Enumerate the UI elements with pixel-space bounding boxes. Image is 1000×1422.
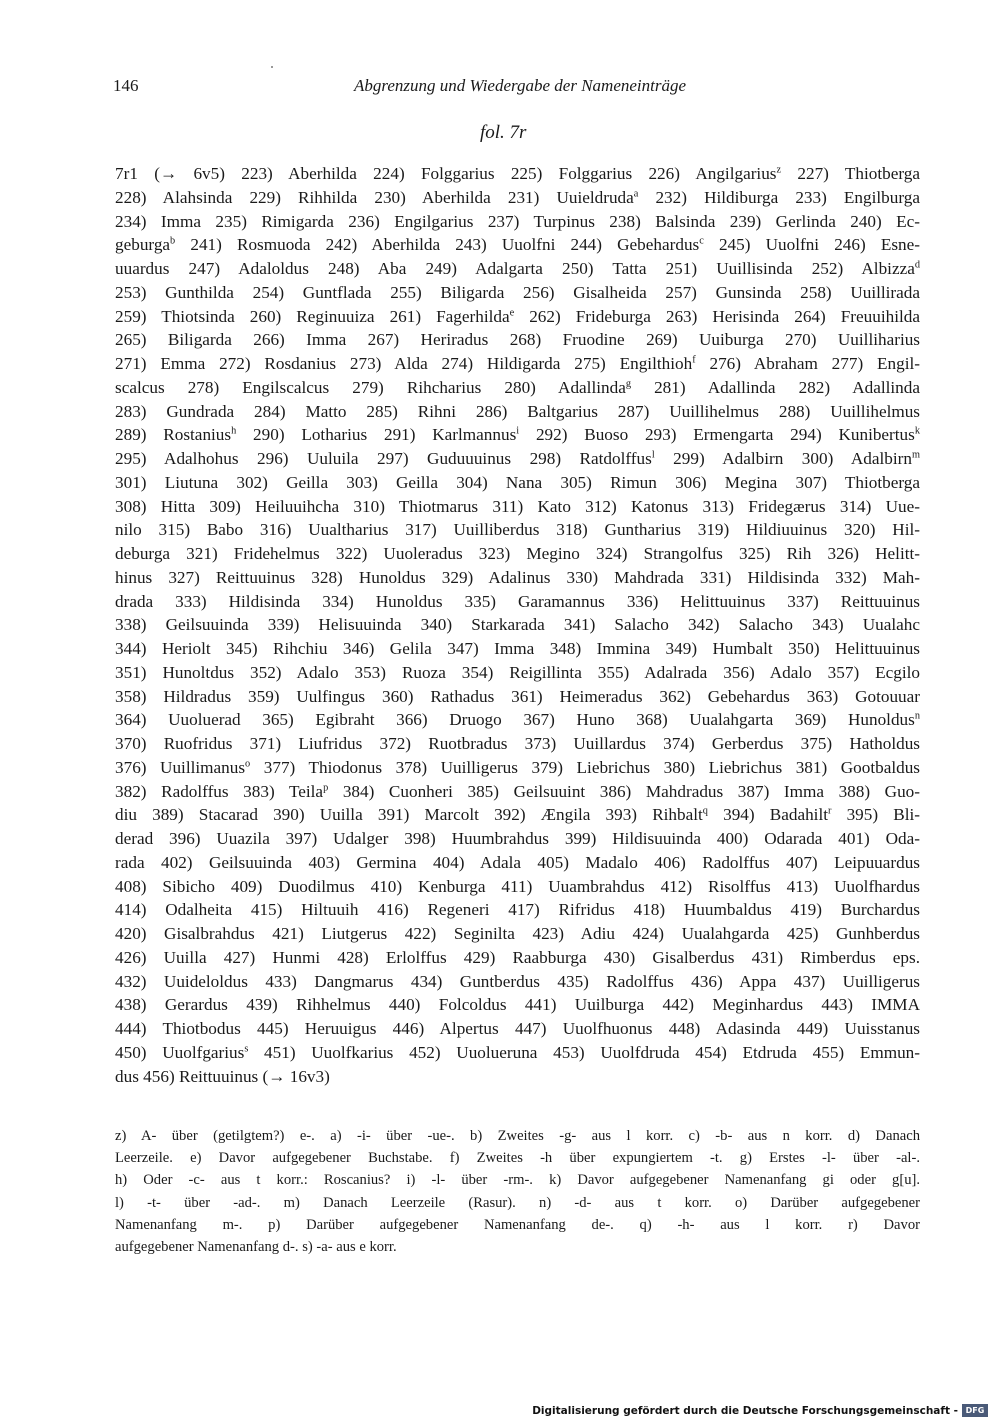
entry-line: 351) Hunoltdus 352) Adalo 353) Ruoza 354) Reigillinta 355) Adalrada 356) Adalo 357) Ecgilo bbox=[115, 662, 920, 682]
entry-line: 364) Uuoluerad 365) Egibraht 366) Druogo 367) Huno 368) Uualahgarta 369) Hunoldus$^n$ bbox=[115, 710, 920, 730]
footnote-line: Namenanfang m-. p) Darüber aufgegebener Namenanfang de-. q) -h- aus l korr. r) Davor bbox=[115, 1216, 920, 1233]
entry-line: drada 333) Hildisinda 334) Hunoldus 335) Garamannus 336) Helittuuinus 337) Reittuuinus bbox=[115, 591, 920, 611]
running-head: Abgrenzung und Wiedergabe der Nameneinträge bbox=[353, 76, 687, 95]
entry-line: 234) Imma 235) Rimigarda 236) Engilgarius 237) Turpinus 238) Balsinda 239) Gerlinda 240) Ec- bbox=[115, 211, 920, 231]
entry-line: 414) Odalheita 415) Hiltuuih 416) Regeneri 417) Rifridus 418) Huumbaldus 419) Burchardus bbox=[115, 900, 920, 920]
footnotes bbox=[115, 1125, 920, 1258]
entry-line: scalcus 278) Engilscalcus 279) Rihcharius 280) Adallinda$^g$ 281) Adallinda 282) Adallinda bbox=[115, 377, 920, 397]
entry-line: hinus 327) Reittuuinus 328) Hunoldus 329) Adalinus 330) Mahdrada 331) Hildisinda 332) Mah- bbox=[115, 567, 920, 587]
entry-line: 295) Adalhohus 296) Uuluila 297) Guduuuinus 298) Ratdolffus$^l$ 299) Adalbirn 300) Adalbirn$^m$ bbox=[115, 449, 920, 468]
entry-line: 301) Liutuna 302) Geilla 303) Geilla 304) Nana 305) Rimun 306) Megina 307) Thiotberga bbox=[115, 472, 920, 492]
entry-line: 444) Thiotbodus 445) Heruuigus 446) Alpertus 447) Uuolfhuonus 448) Adasinda 449) Uuisstanus bbox=[115, 1019, 920, 1038]
entry-line: 289) Rostanius$^h$ 290) Lotharius 291) Karlmannus$^i$ 292) Buoso 293) Ermengarta 294) Kunibertus$^k$ bbox=[115, 425, 920, 445]
dfg-logo: DFG bbox=[962, 1404, 988, 1417]
entry-line: 265) Biligarda 266) Imma 267) Heriradus 268) Fruodine 269) Uuiburga 270) Uuilliharius bbox=[115, 330, 920, 350]
footnote-line: Leerzeile. e) Davor aufgegebener Buchstabe. f) Zweites -h über expungiertem -t. g) Erstes -l- über -al-. bbox=[115, 1150, 920, 1167]
folio-heading: fol. 7r bbox=[480, 122, 527, 143]
entry-line: 338) Geilsuuinda 339) Helisuuinda 340) Starkarada 341) Salacho 342) Salacho 343) Uualahc bbox=[115, 615, 920, 635]
entry-line: 370) Ruofridus 371) Liufridus 372) Ruotbradus 373) Uuillardus 374) Gerberdus 375) Hatholdus bbox=[115, 734, 920, 753]
entry-line: 432) Uuideloldus 433) Dangmarus 434) Guntberdus 435) Radolffus 436) Appa 437) Uuilligerus bbox=[115, 971, 920, 991]
entry-line: 228) Alahsinda 229) Rihhilda 230) Aberhilda 231) Uuieldruda$^a$ 232) Hildiburga 233) Engilburga bbox=[115, 187, 920, 207]
entry-line: nilo 315) Babo 316) Uualtharius 317) Uuilliberdus 318) Guntharius 319) Hildiuuinus 320) Hil- bbox=[115, 520, 920, 540]
entry-line: 308) Hitta 309) Heiluuihcha 310) Thiotmarus 311) Kato 312) Katonus 313) Fridegærus 314) Uue- bbox=[115, 496, 920, 516]
footnote-line: aufgegebener Namenanfang d-. s) -a- aus e korr. bbox=[115, 1239, 397, 1256]
entry-line: 408) Sibicho 409) Duodilmus 410) Kenburga 411) Uuambrahdus 412) Risolffus 413) Uuolfhardus bbox=[115, 876, 920, 896]
name-entries bbox=[115, 162, 920, 1088]
entry-line: rada 402) Geilsuuinda 403) Germina 404) Adala 405) Madalo 406) Radolffus 407) Leipuuardus bbox=[115, 852, 920, 872]
entry-line: 259) Thiotsinda 260) Reginuuiza 261) Fagerhilda$^e$ 262) Frideburga 263) Herisinda 264) Freuuihilda bbox=[115, 306, 920, 326]
entry-line: geburga$^b$ 241) Rosmuoda 242) Aberhilda 243) Uuolfni 244) Gebehardus$^c$ 245) Uuolfni 246) Esne- bbox=[115, 235, 920, 255]
entry-line: uuardus 247) Adaloldus 248) Aba 249) Adalgarta 250) Tatta 251) Uuillisinda 252) Albizza$^d$ bbox=[115, 259, 920, 278]
entry-line: 358) Hildradus 359) Uulfingus 360) Rathadus 361) Heimeradus 362) Gebehardus 363) Gotouuar bbox=[115, 686, 920, 706]
entry-line: dus 456) Reittuuinus (→ 16v3) bbox=[115, 1066, 330, 1086]
funding-footer bbox=[532, 1404, 988, 1417]
entry-line: 283) Gundrada 284) Matto 285) Rihni 286) Baltgarius 287) Uuillihelmus 288) Uuillihelmus bbox=[115, 401, 920, 421]
footer-text: Digitalisierung gefördert durch die Deutsche Forschungsgemeinschaft - bbox=[532, 1404, 958, 1417]
footnote-line: h) Oder -c- aus t korr.: Roscanius? i) -l- über -rm-. k) Davor aufgegebener Namenanfang gi oder g[u]. bbox=[115, 1172, 920, 1189]
entry-line: 271) Emma 272) Rosdanius 273) Alda 274) Hildigarda 275) Engilthioh$^f$ 276) Abraham 277) Engil- bbox=[115, 354, 920, 373]
entry-line: 420) Gisalbrahdus 421) Liutgerus 422) Seginilta 423) Adiu 424) Uualahgarda 425) Gunhberdus bbox=[115, 924, 920, 943]
entry-line: 450) Uuolfgarius$^s$ 451) Uuolfkarius 452) Uuolueruna 453) Uuolfdruda 454) Etdruda 455) Emmun- bbox=[115, 1042, 920, 1062]
entry-line: derad 396) Uuazila 397) Udalger 398) Huumbrahdus 399) Hildisuuinda 400) Odarada 401) Oda- bbox=[115, 829, 920, 848]
entry-line: diu 389) Stacarad 390) Uuilla 391) Marcolt 392) Ængila 393) Rihbalt$^q$ 394) Badahilt$^r$ 395) Bli- bbox=[115, 805, 920, 825]
entry-line: 376) Uuillimanus$^o$ 377) Thiodonus 378) Uuilligerus 379) Liebrichus 380) Liebrichus 381) Gootbaldus bbox=[115, 757, 920, 777]
footnote-line: z) A- über (getilgtem?) e-. a) -i- über -ue-. b) Zweites -g- aus l korr. c) -b- aus n korr. d) Danach bbox=[115, 1128, 920, 1144]
entry-line: 344) Heriolt 345) Rihchiu 346) Gelila 347) Imma 348) Immina 349) Humbalt 350) Helittuuinus bbox=[115, 639, 920, 658]
footnote-line: l) -t- über -ad-. m) Danach Leerzeile (Rasur). n) -d- aus t korr. o) Darüber aufgegebener bbox=[115, 1194, 920, 1211]
stray-mark bbox=[271, 66, 273, 68]
entry-line: 426) Uuilla 427) Hunmi 428) Erlolffus 429) Raabburga 430) Gisalberdus 431) Rimberdus eps. bbox=[115, 947, 920, 967]
entry-line: deburga 321) Fridehelmus 322) Uuoleradus 323) Megino 324) Strangolfus 325) Rih 326) Helitt- bbox=[115, 544, 920, 563]
page-number: 146 bbox=[113, 76, 139, 95]
entry-line: 253) Gunthilda 254) Guntflada 255) Biligarda 256) Gisalheida 257) Gunsinda 258) Uuillirada bbox=[115, 282, 920, 302]
entry-line: 438) Gerardus 439) Rihhelmus 440) Folcoldus 441) Uuilburga 442) Meginhardus 443) IMMA bbox=[115, 995, 920, 1015]
entry-line: 7r1 (→ 6v5) 223) Aberhilda 224) Folggarius 225) Folggarius 226) Angilgarius$^z$ 227) Thiotberga bbox=[115, 164, 920, 183]
entry-line: 382) Radolffus 383) Teila$^p$ 384) Cuonheri 385) Geilsuuint 386) Mahdradus 387) Imma 388) Guo- bbox=[115, 781, 920, 801]
